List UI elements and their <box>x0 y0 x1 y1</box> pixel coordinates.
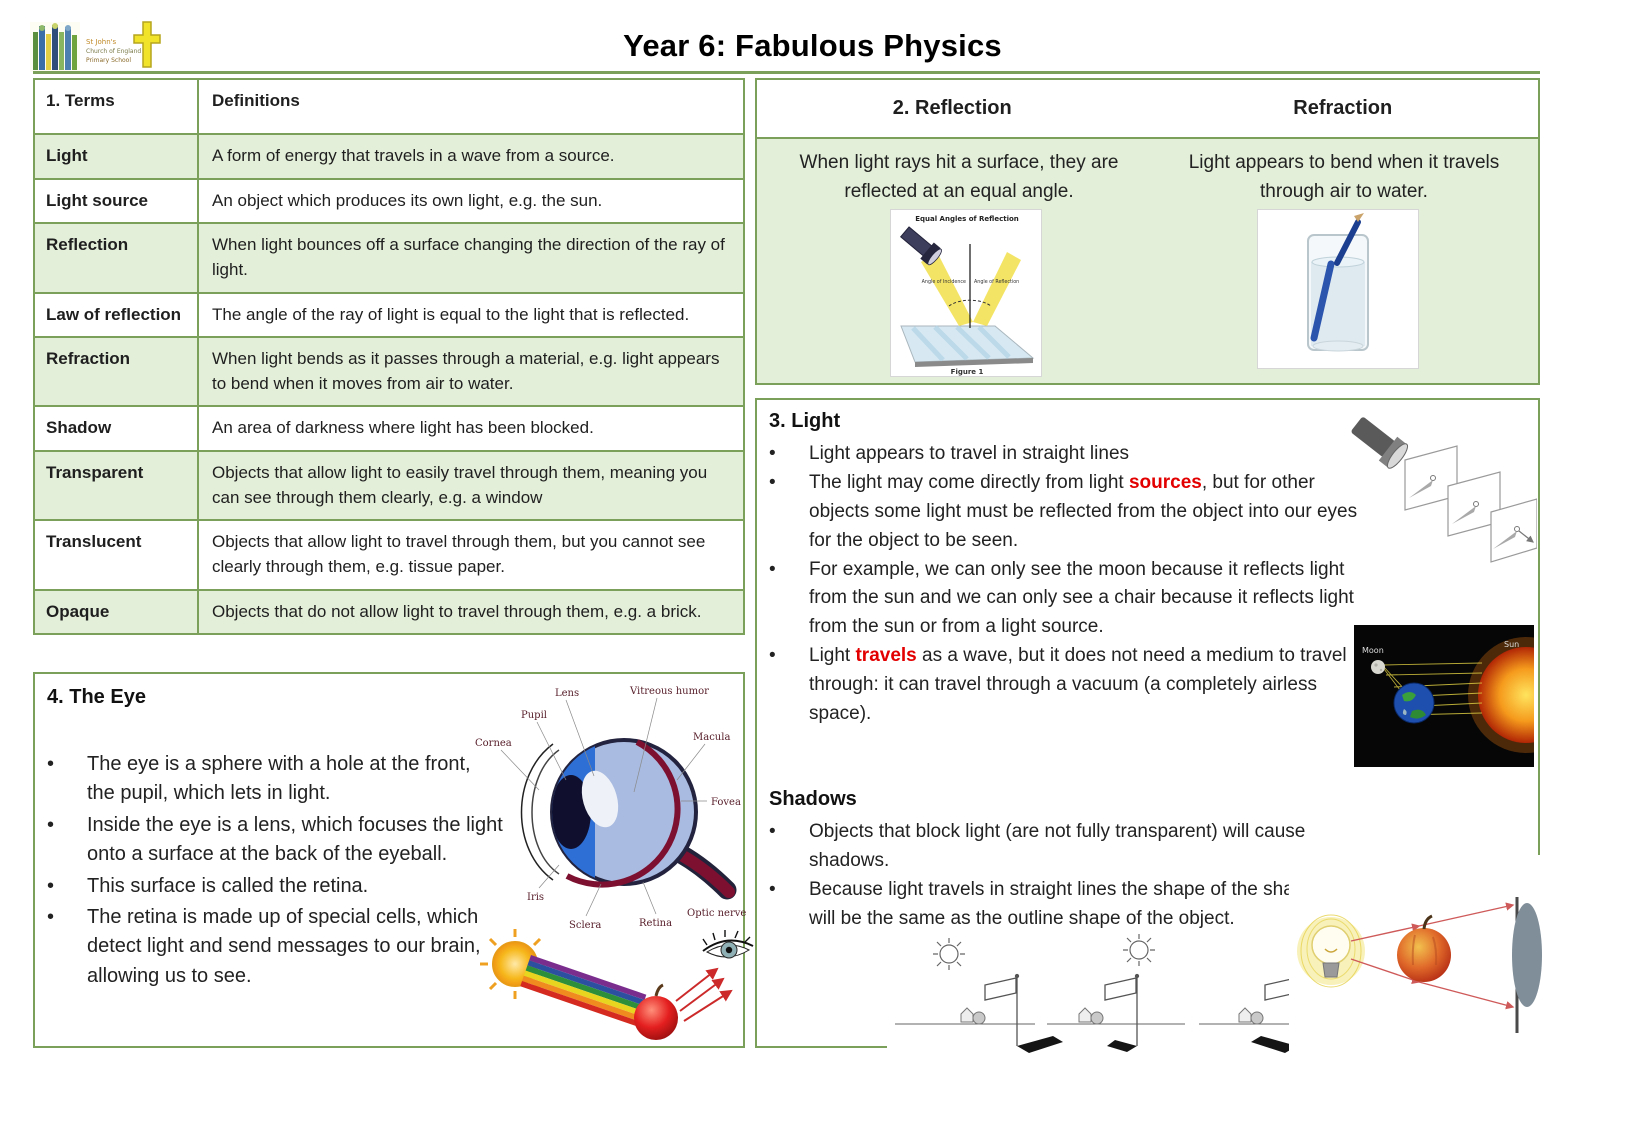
eye-section <box>33 672 745 1048</box>
figure-caption: Figure 1 <box>950 368 984 376</box>
light-section <box>755 398 1540 1048</box>
light-heading: 3. Light <box>769 410 841 432</box>
vitreous-humor-label: Vitreous humor <box>630 686 709 697</box>
definition-cell: The angle of the ray of light is equal to the light that is reflected. <box>212 304 690 324</box>
reflection-refraction-body <box>757 137 1538 383</box>
refraction-figure <box>1257 209 1419 369</box>
terms-header-cell: 1. Terms <box>35 80 199 133</box>
bullet-item: • Inside the eye is a lens, which focuses the light onto a surface at the back of the eyeball. <box>35 811 503 870</box>
flag-shadows-illustration <box>887 928 1327 1060</box>
reflection-heading: 2. Reflection <box>892 97 1012 119</box>
term-cell: Shadow <box>35 407 199 450</box>
eye-sketch-icon <box>703 930 753 958</box>
shadows-heading: Shadows <box>769 788 857 810</box>
angle-of-incidence-label: Angle of Incidence <box>921 280 966 285</box>
reflection-figure-title: Equal Angles of Reflection <box>915 215 1019 223</box>
retina-label: Retina <box>639 918 673 929</box>
term-cell: Light source <box>35 180 199 223</box>
fovea-label: Fovea <box>711 797 741 808</box>
definition-cell: An area of darkness where light has been blocked. <box>212 418 594 438</box>
term-cell: Opaque <box>35 591 199 634</box>
terms-table-header <box>35 80 743 133</box>
term-cell: Reflection <box>35 224 199 291</box>
logo-text-line3: Primary School <box>86 57 132 64</box>
term-cell: Law of reflection <box>35 294 199 337</box>
reflection-refraction-headers <box>757 80 1538 137</box>
table-row <box>35 519 743 588</box>
definition-cell: Objects that do not allow light to travel through them, e.g. a brick. <box>212 601 702 621</box>
terms-table-rows <box>35 133 743 633</box>
definitions-header-cell: Definitions <box>212 91 300 110</box>
definition-cell: An object which produces its own light, e.g. the sun. <box>212 190 603 210</box>
bullet-item: • The eye is a sphere with a hole at the front, the pupil, which lets in light. <box>35 750 503 809</box>
optic-nerve-label: Optic nerve <box>687 908 747 919</box>
table-row <box>35 178 743 223</box>
cross-icon <box>134 22 160 67</box>
angle-of-reflection-label: Angle of Reflection <box>974 280 1020 285</box>
bullet-item: • Light appears to travel in straight lines <box>757 440 1367 469</box>
definition-cell: A form of energy that travels in a wave from a source. <box>212 146 615 165</box>
bullet-item: • This surface is called the retina. <box>35 872 503 901</box>
bullet-item: • Because light travels in straight lines the shape of the shadow will be the same as the outline shape of the object. <box>757 876 1357 934</box>
page-title: Year 6: Fabulous Physics <box>623 28 1002 63</box>
cornea-label: Cornea <box>475 738 512 749</box>
bullet-item: • The retina is made up of special cells, which detect light and send messages to our brain, allowing us to see. <box>35 903 503 991</box>
flashlight-cards-illustration <box>1347 412 1537 567</box>
table-row <box>35 589 743 634</box>
table-row <box>35 336 743 405</box>
reflection-text: When light rays hit a surface, they are reflected at an equal angle. <box>799 152 1119 202</box>
reflection-figure <box>890 209 1042 377</box>
moon-label: Moon <box>1362 646 1384 655</box>
refraction-heading: Refraction <box>1293 97 1393 119</box>
refraction-text: Light appears to bend when it travels through air to water. <box>1188 152 1500 202</box>
terms-table <box>33 78 745 635</box>
eye-diagram <box>467 680 757 938</box>
table-row <box>35 133 743 178</box>
sun-apple-eye-illustration <box>475 919 765 1047</box>
iris-label: Iris <box>527 892 545 903</box>
bullet-item: • Objects that block light (are not fully transparent) will cause shadows. <box>757 818 1357 876</box>
table-row <box>35 405 743 450</box>
table-row <box>35 450 743 519</box>
light-bullets <box>757 440 1367 729</box>
table-row <box>35 292 743 337</box>
term-cell: Translucent <box>35 521 199 588</box>
term-cell: Refraction <box>35 338 199 405</box>
logo-text-line1: St John's <box>86 38 117 46</box>
eye-bullets <box>35 750 503 993</box>
logo-text-line2: Church of England <box>86 48 142 55</box>
bullet-item: • Light travels as a wave, but it does not need a medium to travel through: it can travel through a vacuum (a completely airless space). <box>757 642 1367 729</box>
shadow-bullets <box>757 818 1357 934</box>
macula-label: Macula <box>693 732 731 743</box>
bullet-item: • For example, we can only see the moon because it reflects light from the sun and we can only see a chair because it reflects light from the sun or from a light source. <box>757 556 1367 643</box>
table-row <box>35 222 743 291</box>
sclera-label: Sclera <box>569 920 602 931</box>
term-cell: Transparent <box>35 452 199 519</box>
definition-cell: Objects that allow light to travel through them, but you cannot see clearly through them, e.g. tissue paper. <box>212 532 706 577</box>
sun-earth-moon-illustration <box>1354 625 1534 767</box>
eye-heading: 4. The Eye <box>47 686 146 708</box>
definition-cell: When light bends as it passes through a material, e.g. light appears to bend when it moves from air to water. <box>212 349 720 393</box>
bulb-apple-shadow-illustration <box>1289 855 1544 1065</box>
pupil-label: Pupil <box>521 710 547 721</box>
sun-label: Sun <box>1504 640 1520 649</box>
bullet-item: • The light may come directly from light sources, but for other objects some light must be reflected from the object into our eyes for the object to be seen. <box>757 469 1367 556</box>
term-cell: Light <box>35 135 199 178</box>
school-logo <box>30 20 162 75</box>
reflection-refraction-section <box>755 78 1540 385</box>
title-divider <box>33 71 1540 74</box>
lens-label: Lens <box>555 688 580 699</box>
definition-cell: Objects that allow light to easily travel through them, meaning you can see through them clearly, e.g. a window <box>212 463 708 507</box>
definition-cell: When light bounces off a surface changing the direction of the ray of light. <box>212 235 725 279</box>
